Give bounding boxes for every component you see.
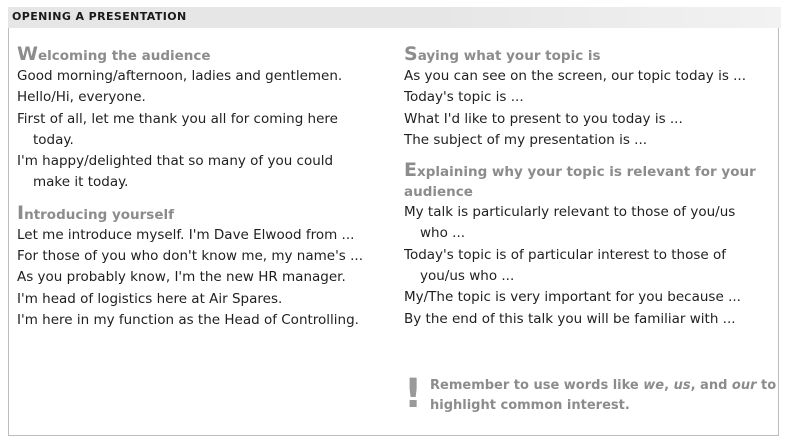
- phrase-line: I'm here in my function as the Head of Controlling.: [17, 311, 359, 328]
- section-title-relevance: Explaining why your topic is relevant for your audience: [404, 159, 756, 201]
- left-column: [17, 44, 392, 331]
- phrase-line: As you can see on the screen, our topic today is ...: [404, 68, 747, 84]
- phrase-line: Hello/Hi, everyone.: [17, 89, 146, 106]
- phrase-line: First of all, let me thank you all for coming here today.: [17, 110, 338, 148]
- phrase-line: Today's topic is of particular interest to those of you/us who ...: [404, 246, 727, 285]
- phrase-line: Good morning/afternoon, ladies and gentlemen.: [17, 68, 343, 84]
- phrase-line: My/The topic is very important for you because ...: [404, 289, 741, 306]
- header-bar: [8, 7, 781, 28]
- phrase-line: What I'd like to present to you today is ...: [404, 110, 683, 127]
- phrase-line: Today's topic is ...: [404, 89, 524, 106]
- right-column: [404, 44, 778, 330]
- section-title-welcoming: Welcoming the audience: [17, 43, 211, 65]
- phrase-line: I'm head of logistics here at Air Spares.: [17, 290, 283, 307]
- phrase-line: As you probably know, I'm the new HR manager.: [17, 269, 346, 286]
- section-title-introducing: Introducing yourself: [17, 201, 174, 224]
- tip-text: Remember to use words like we, us, and our to highlight common interest.: [430, 378, 777, 413]
- phrase-line: My talk is particularly relevant to those of you/us who ...: [404, 204, 736, 242]
- phrase-line: By the end of this talk you will be familiar with ...: [404, 310, 736, 327]
- phrase-line: For those of you who don't know me, my name's ...: [17, 248, 363, 265]
- phrase-line: I'm happy/delighted that so many of you could make it today.: [17, 153, 334, 191]
- page-title: OPENING A PRESENTATION: [12, 10, 187, 23]
- phrase-line: Let me introduce myself. I'm Dave Elwood from ...: [17, 226, 355, 243]
- phrase-line: The subject of my presentation is ...: [404, 131, 648, 148]
- exclamation-icon: !: [404, 371, 423, 417]
- section-title-topic: Saying what your topic is: [404, 43, 601, 65]
